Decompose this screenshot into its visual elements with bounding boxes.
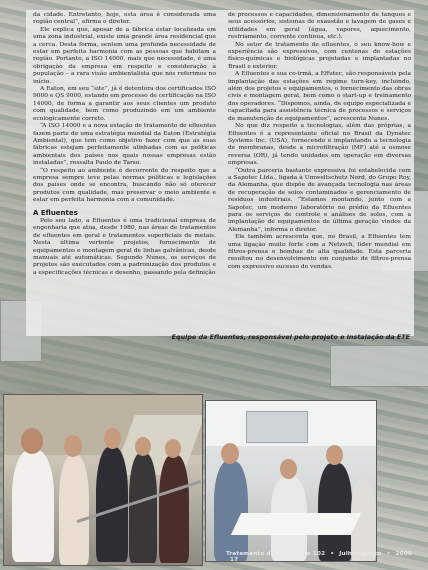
issue-year: 2000 — [395, 551, 413, 557]
section-heading: A Efluentes — [33, 208, 78, 217]
person — [59, 455, 89, 565]
background-building — [330, 345, 428, 387]
paragraph: Ele também acrescenta que, no Brasil, a Efluentes tem uma ligação muito forte com a Netzsch, líder mundial em filtros-prensa e bombas de alta qualidade. Esta parceria resultou no desenvolvimento em conjunto de filtros-prensa com expressivo sucesso de vendas. — [228, 234, 411, 270]
paragraph: “A ISO 14000 e a nova estação de tratamento de efluentes fazem parte de uma estratégia mundial da Eaton (Estratégia Ambiental), que tem como objetivo fazer com que as suas fábricas estejam perfeitamente alinhadas com as políticas ambientais dos países nos quais nossas empresas estão instaladas”, ressalta Paulo de Tarso. — [33, 123, 216, 167]
person — [159, 455, 189, 563]
paragraph: No que diz respeito a tecnologias, além das próprias, a Efluentes é a representante oficial no Brasil da Dynatec Systems Inc. (USA), fornecendo e implantando a tecnologia de membranas, desde a microfiltração (MF) até a osmose reversa (OR), já tendo unidades em operação em diversas empresas. — [228, 123, 411, 167]
paragraph: Pelo seu lado, a Efluentes é uma tradicional empresa de engenharia que atua, desde 1980, nas áreas de tratamentos de efluentes em geral e tratamentos superficiais de metais. Nesta última vertente projetos, fornecimento de equipamentos e montagem geral de linhas galvânicas, desde manuais até automáticas. Segundo Nunes, os serviços de projetos são executados com a padronização dos produtos e a especificações técnicas e desenho, passando pela definição — [33, 217, 216, 276]
paragraph: A Efluentes e sua co-irmã, a Effutec, são responsáveis pela implantação das estações em regime turn-key, incluindo, além dos projetos e equipamentos, o fornecimento das obras civis e montagem geral, bem como o start-up e treinamento dos operadores. “Dispomos, ainda, de equipe especializada e capacitada para assistência técnica de processos e serviços de manutenção de equipamentos”, acrescenta Nunes. — [228, 71, 411, 122]
page-number: 17 — [230, 557, 239, 563]
paragraph: “O respeito ao ambiente é decorrente do respeito que a empresa sempre teve pelas normas políticas e legislações dos países onde se encontra, buscando não só oferecer produtos com qualidade, mas preservar o meio ambiente e estar em perfeita harmonia com a comunidade. — [33, 167, 216, 204]
team-photo-left — [3, 394, 203, 566]
left-column — [33, 12, 216, 277]
issue-months: Julho/Agosto — [339, 551, 382, 557]
magazine-name: Tratamento de Superfície 102 — [226, 551, 326, 557]
person — [12, 450, 54, 562]
paragraph: Ele explica que, apesar de a fábrica estar localizada em uma zona industrial, existe uma grande área residencial que a cerca. Desta forma, sentem uma profunda necessidade de estar em perfeita harmonia com as pessoas que habitam a região. Portanto, a ISO 14000, mais que necessidade, é uma obrigação da empresa em respeito e consideração à população – a rara visão ambientalista que nós referimos no início. — [33, 26, 216, 85]
paragraph: da cidade. Entretanto, hoje, esta área é considerada uma região central”, afirma o diretor. — [33, 12, 216, 26]
team-photo-right — [205, 400, 377, 562]
person — [318, 463, 352, 561]
paragraph: de processos e capacidades, dimensionamento de tanques e seus acessórios, sistemas de exaustão e lavagem de gases e utilidades em geral (água, vapores, aquecimento, resfriamento, corrente contínua, etc.). — [228, 12, 411, 41]
paragraph: No setor de tratamento de efluentes, o seu know-how e experiência são expressivos, com centenas de estações físico-químicas e biológicas projetadas e implantadas no Brasil e exterior. — [228, 41, 411, 70]
paragraph: “Outra parceria bastante expressiva foi estabelecida com a Sapotec Ltda., ligada à Umweltschutz Nord, do Grupo Roy, da Alemanha, que dispõe de avançada tecnologia nas áreas de recuperação de solos contaminados e gerenciamento de resíduos industriais. “Estamos montando, junto com a Sapotec, um moderno laboratório no prédio da Efluentes para os serviços de controle e análises de solos, com a implantação de equipamentos de última geração vindos da Alemanha”, informa o diretor. — [228, 167, 411, 233]
person — [214, 461, 248, 561]
drawing-sheet — [231, 513, 361, 535]
paragraph: A Eaton, em seu “site”, já é detentora dos certificados ISO 9000 e QS 9000, estando em processo de certificação na ISO 14000, de forma a garantir aos seus clientes um produto com qualidade, bem como produzindo em um ambiente ecologicamente correto. — [33, 86, 216, 122]
page-footer: Tratamento de Superfície 102 • Julho/Agosto • 2000 17 — [226, 551, 413, 563]
photo-caption: Equipe da Efluentes, responsável pelo projeto e instalação da ETE — [171, 333, 410, 341]
right-column — [228, 12, 411, 271]
person — [129, 453, 157, 563]
